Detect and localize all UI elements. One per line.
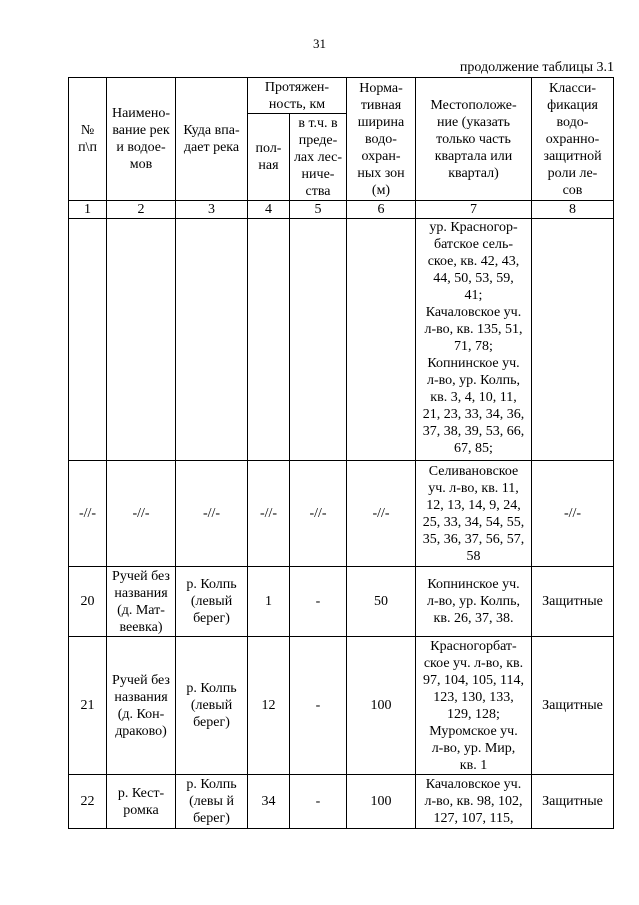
cell-length-full: 1 <box>248 567 290 637</box>
cell-flows-into <box>176 219 248 461</box>
cell-classification: Защитные <box>532 637 614 775</box>
cell-name: Ручей без названия (д. Кон- драково) <box>107 637 176 775</box>
column-number: 7 <box>416 201 532 219</box>
column-number-row <box>69 201 614 219</box>
cell-width: 50 <box>347 567 416 637</box>
cell-num: -//- <box>69 461 107 567</box>
cell-num: 22 <box>69 775 107 829</box>
table-row <box>69 567 614 637</box>
cell-length-forest: -//- <box>290 461 347 567</box>
cell-width: 100 <box>347 775 416 829</box>
cell-width <box>347 219 416 461</box>
column-number: 1 <box>69 201 107 219</box>
header-width: Норма- тивная ширина водо- охран- ных зон (м) <box>347 78 416 201</box>
cell-width: -//- <box>347 461 416 567</box>
column-number: 6 <box>347 201 416 219</box>
cell-classification: -//- <box>532 461 614 567</box>
table-row <box>69 219 614 461</box>
header-num: № п\п <box>69 78 107 201</box>
cell-name: р. Кест- ромка <box>107 775 176 829</box>
page-number: 31 <box>313 36 326 51</box>
header-name: Наимено- вание рек и водое- мов <box>107 78 176 201</box>
cell-classification <box>532 219 614 461</box>
column-number: 3 <box>176 201 248 219</box>
header-length-full: пол- ная <box>248 114 290 201</box>
header-location: Местоположе- ние (указать только часть квартала или квартал) <box>416 78 532 201</box>
cell-length-forest: - <box>290 567 347 637</box>
header-length-group: Протяжен- ность, км <box>248 78 347 114</box>
column-number: 4 <box>248 201 290 219</box>
cell-length-forest: - <box>290 637 347 775</box>
cell-length-full: 34 <box>248 775 290 829</box>
cell-num: 20 <box>69 567 107 637</box>
cell-length-full: -//- <box>248 461 290 567</box>
cell-flows-into: р. Колпь (левый берег) <box>176 637 248 775</box>
cell-classification: Защитные <box>532 567 614 637</box>
header-length-forest: в т.ч. в преде- лах лес- ничe- ства <box>290 114 347 201</box>
table-row <box>69 461 614 567</box>
header-flows-into: Куда впа- дает река <box>176 78 248 201</box>
cell-length-forest <box>290 219 347 461</box>
cell-length-forest: - <box>290 775 347 829</box>
cell-name: -//- <box>107 461 176 567</box>
table-row <box>69 775 614 829</box>
column-number: 8 <box>532 201 614 219</box>
table-row <box>69 637 614 775</box>
cell-location: Красногорбат- ское уч. л-во, кв. 97, 104, 105, 114, 123, 130, 133, 129, 128; Муромское уч. л-во, ур. Мир, кв. 1 <box>416 637 532 775</box>
cell-flows-into: р. Колпь (левый берег) <box>176 567 248 637</box>
table-caption: продолжение таблицы 3.1 <box>459 60 614 75</box>
cell-name <box>107 219 176 461</box>
column-number: 2 <box>107 201 176 219</box>
cell-classification: Защитные <box>532 775 614 829</box>
cell-length-full <box>248 219 290 461</box>
cell-width: 100 <box>347 637 416 775</box>
header-classification: Класси- фикация водо- охранно- защитной роли ле- сов <box>532 78 614 201</box>
cell-location: Качаловское уч. л-во, кв. 98, 102, 127, 107, 115, <box>416 775 532 829</box>
cell-location: ур. Красногор- батское сель- ское, кв. 42, 43, 44, 50, 53, 59, 41; Качаловское уч. л-во, кв. 135, 51, 71, 78; Копнинское уч. л-во, ур. Колпь, кв. 3, 4, 10, 11, 21, 23, 33, 34, 36, 37, 38, 39, 53, 66, 67, 85; <box>416 219 532 461</box>
cell-num: 21 <box>69 637 107 775</box>
cell-num <box>69 219 107 461</box>
column-number: 5 <box>290 201 347 219</box>
cell-name: Ручей без названия (д. Мат- веевка) <box>107 567 176 637</box>
cell-location: Копнинское уч. л-во, ур. Колпь, кв. 26, 37, 38. <box>416 567 532 637</box>
cell-location: Селивановское уч. л-во, кв. 11, 12, 13, 14, 9, 24, 25, 33, 34, 54, 55, 35, 36, 37, 56, 57, 58 <box>416 461 532 567</box>
cell-flows-into: -//- <box>176 461 248 567</box>
rivers-table <box>68 77 614 829</box>
cell-length-full: 12 <box>248 637 290 775</box>
cell-flows-into: р. Колпь (левы й берег) <box>176 775 248 829</box>
